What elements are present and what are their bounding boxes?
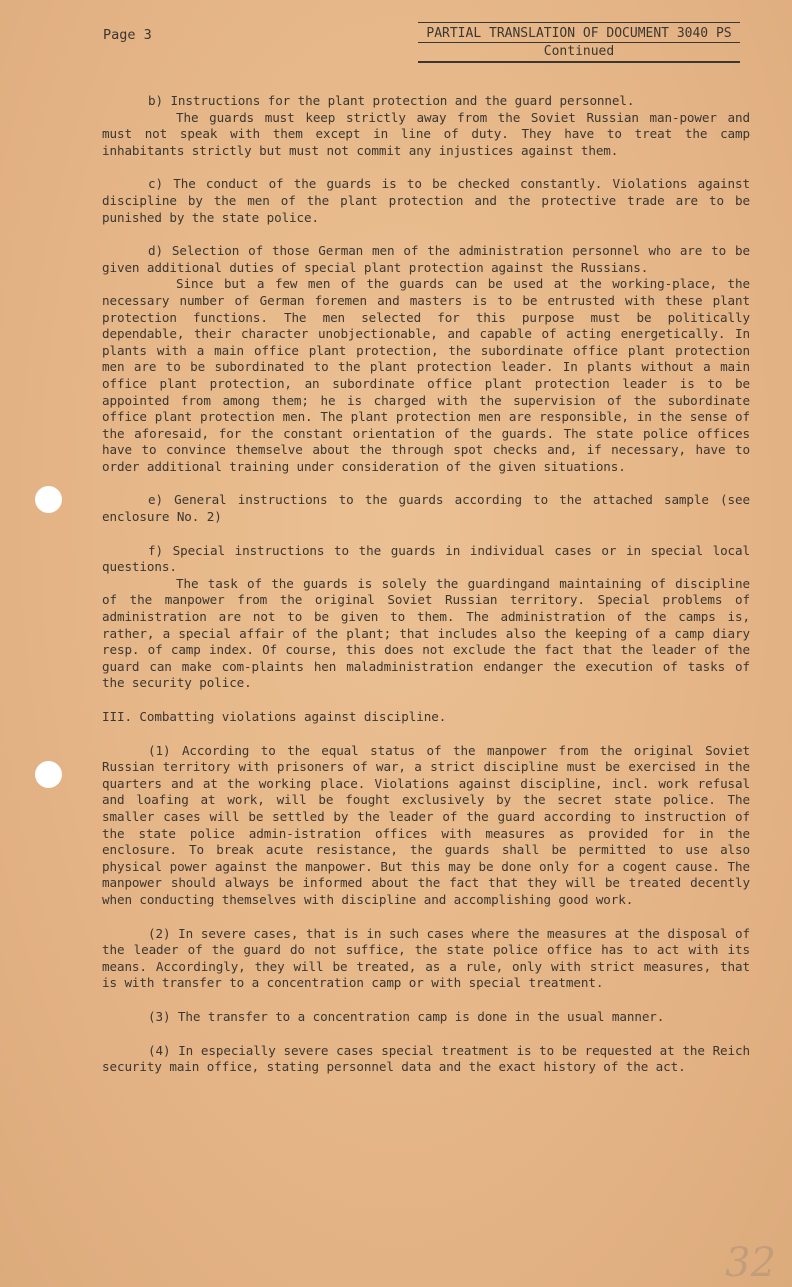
section-b-text: The guards must keep strictly away from the Soviet Russian man-power and must not speak with them except in line of duty. They have to treat the camp inhabitants strictly but must not commit any injustices against them. <box>102 109 750 158</box>
section-f-heading: f) Special instructions to the guards in individual cases or in special local questions. <box>102 542 750 575</box>
section-e: e) General instructions to the guards according to the attached sample (see enclosure No. 2) <box>102 492 750 525</box>
page-label: Page 3 <box>103 27 152 43</box>
section-iii-item-4: (4) In especially severe cases special treatment is to be requested at the Reich security main office, stating personnel data and the exact history of the act. <box>102 1042 750 1075</box>
handwritten-page-number: 32 <box>725 1240 776 1286</box>
section-iii-item-3: (3) The transfer to a concentration camp is done in the usual manner. <box>148 1008 665 1024</box>
section-d-heading: d) Selection of those German men of the administration personnel who are to be given additional duties of special plant protection against the Russians. <box>102 243 750 275</box>
punch-hole-upper <box>35 486 62 513</box>
punch-hole-lower <box>35 761 62 788</box>
section-d-text: Since but a few men of the guards can be used at the working-place, the necessary number of German foremen and masters is to be entrusted with these plant protection functions. The men selected for this purpose must be politically dependable, their character unobjectionable, and capable of acting energetically. In plants with a main office plant protection, the subordinate office plant protection men are to be subordinated to the plant protection leader. In plants without a main office plant protection, an subordinate office plant protection leader is to be appointed from among them; he is charged with the supervision of the subordinate office plant protection men. The plant protection men are responsible, in the sense of the aforesaid, for the constant orientation of the guards. The state police offices have to convince themselve about the through spot checks and, if necessary, have to order additional training under consideration of the given situations. <box>102 276 750 474</box>
section-c: c) The conduct of the guards is to be checked constantly. Violations against discipline by the men of the plant protection and the protective trade are to be punished by the state police. <box>102 176 750 225</box>
section-f-text: The task of the guards is solely the guardingand maintaining of discipline of the manpower from the original Soviet Russian territory. Special problems of administration are not to be given to them. The administration of the camps is, rather, a special affair of the plant; that includes also the keeping of a camp diary resp. of camp index. Of course, this does not exclude the fact that the leader of the guard can make com-plaints hen maladministration endanger the execution of tasks of the security police. <box>102 575 750 691</box>
document-title <box>418 22 740 63</box>
document-title-line2: Continued <box>418 43 740 63</box>
document-title-line1: PARTIAL TRANSLATION OF DOCUMENT 3040 PS <box>418 22 740 43</box>
document-body <box>102 93 750 1076</box>
section-b-heading: b) Instructions for the plant protection and the guard personnel. <box>148 93 635 108</box>
section-iii-heading: III. Combatting violations against discipline. <box>102 709 447 724</box>
section-iii-item-1: (1) According to the equal status of the manpower from the original Soviet Russian territory with prisoners of war, a strict discipline must be exercised in the quarters and at the working place. Violations against discipline, incl. work refusal and loafing at work, will be fought exclusively by the secret state police. The smaller cases will be settled by the leader of the guard according to instruction of the state police admin-istration offices with measures as provided for in the enclosure. To break acute resistance, the guards shall be permitted to use also physical power against the manpower. But this may be done only for a cogent cause. The manpower should always be informed about the fact that they will be treated decently when conducting themselves with discipline and accomplishing good work. <box>102 742 750 907</box>
section-iii-item-2: (2) In severe cases, that is in such cases where the measures at the disposal of the leader of the guard do not suffice, the state police office has to act with its means. Accordingly, they will be treated, as a rule, only with strict measures, that is with transfer to a concentration camp or with special treatment. <box>102 925 750 991</box>
